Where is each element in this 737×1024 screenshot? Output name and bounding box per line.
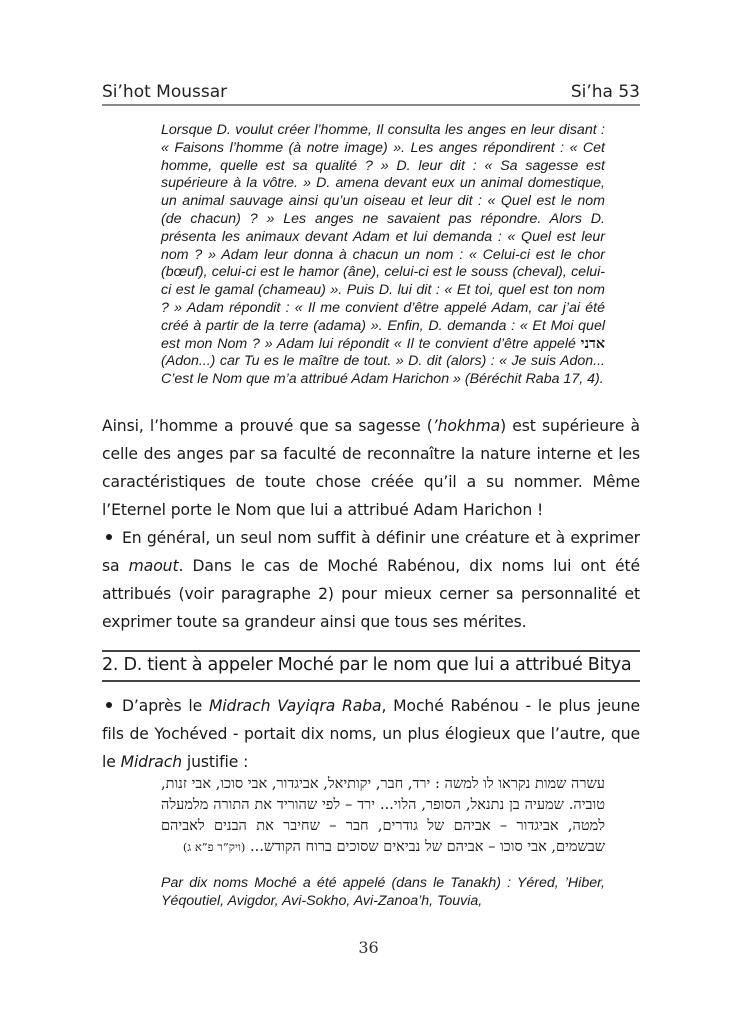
section-rule-bottom [102,680,640,682]
quote-paragraph [161,122,605,389]
paragraph-text: ) est supérieure à celle des anges par sa faculté de reconnaître la nature interne et les caractéristiques de toute chose créée qu’il a su nommer. Même l’Eternel porte le Nom que lui a attribué Adam Harichon ! [102,417,640,519]
book-title: Si’hot Moussar [102,82,228,102]
quote-text-after: (Adon...) car Tu es le maître de tout. » D. dit (alors) : « Je suis Adon... C’est le Nom que m’a attribué Adam Harichon » (Béréchit Raba 17, 4). [161,353,605,388]
paragraph-text: , Moché Rabénou - le plus jeune fils de Yochéved - portait dix noms, un plus élogieux que l’autre, que le [102,697,640,771]
italic-term: ’hokhma [432,417,501,435]
paragraph-text: D’après le [122,697,209,715]
bullet-icon [106,534,112,540]
running-header [102,82,640,104]
paragraph-wisdom [102,412,640,524]
hebrew-divine-name: אדני [580,335,605,352]
paragraph-text: . Dans le cas de Moché Rabénou, dix noms lui ont été attribués (voir paragraphe 2) pour mieux cerner sa personnalité et exprimer toute sa grandeur ainsi que tous ses mérites. [102,557,640,631]
source-title: Midrach Vayiqra Raba [208,697,382,715]
hebrew-quote-block [161,774,605,858]
hebrew-reference: (ויק”ר פ”א ג) [182,840,246,854]
page-number: 36 [358,938,379,957]
translation-text: Par dix noms Moché a été appelé (dans le Tanakh) : Yéred, ’Hiber, Yéqoutiel, Avigdor, Avi-Sokho, Avi-Zanoa’h, Touvia, [161,875,605,909]
paragraph-text: En général, un seul nom suffit à définir une créature et à exprimer sa [102,529,640,575]
quote-text-before: Lorsque D. voulut créer l’homme, Il consulta les anges en leur disant : « Faisons l’homme (à notre image) ». Les anges répondirent : « Cet homme, quelle est sa qualité ? » D. leur dit : « Sa sagesse est supérieure à la vôtre. » D. amena devant eux un animal domestique, un animal sauvage ainsi qu’un oiseau et leur dit : « Quel est le nom (de chacun) ? » Les anges ne savaient pas répondre. Alors D. présenta les animaux devant Adam et lui demanda : « Quel est leur nom ? » Adam leur donna à chacun un nom : « Celui-ci est le chor (bœuf), celui-ci est le hamor (âne), celui-ci est le souss (cheval), celui-ci est le gamal (chameau) ». Puis D. lui dit : « Et toi, quel est ton nom ? » Adam répondit : « Il me convient d’être appelé Adam, car j’ai été créé à partir de la terre (adama) ». Enfin, D. demanda : « Et Moi quel est mon Nom ? » Adam lui répondit « Il te convient d’être appelé [161,122,605,352]
midrash-quote-block [161,122,605,389]
paragraph-text: justifie : [182,753,249,771]
section-heading: 2. D. tient à appeler Moché par le nom que lui a attribué Bitya [102,655,632,675]
source-title: Midrach [120,753,183,771]
translation-quote-block [161,875,605,911]
bullet-icon [106,702,112,708]
chapter-label: Si’ha 53 [570,82,640,102]
paragraph-names [102,524,640,636]
italic-term: maout [128,557,179,575]
paragraph-text: Ainsi, l’homme a prouvé que sa sagesse ( [102,417,433,435]
hebrew-text: עשרה שמות נקראו לו למשה : ירד, חבר, יקותיאל, אביגדור, אבי סוכו, אבי זנות, טוביה. שמעיה בן נתנאל, הסופר, הלוי... ירד – לפי שהוריד את התורה מלמעלה למטה, אביגדור – אביהם של גודרים, חבר – שחיבר את הבנים לאביהם שבשמים, אבי סוכו – אביהם של נביאים שסוכים ברוח הקודש... [161,776,605,855]
header-divider [102,104,640,106]
paragraph-midrach [102,692,640,776]
section-rule-top [102,650,640,652]
